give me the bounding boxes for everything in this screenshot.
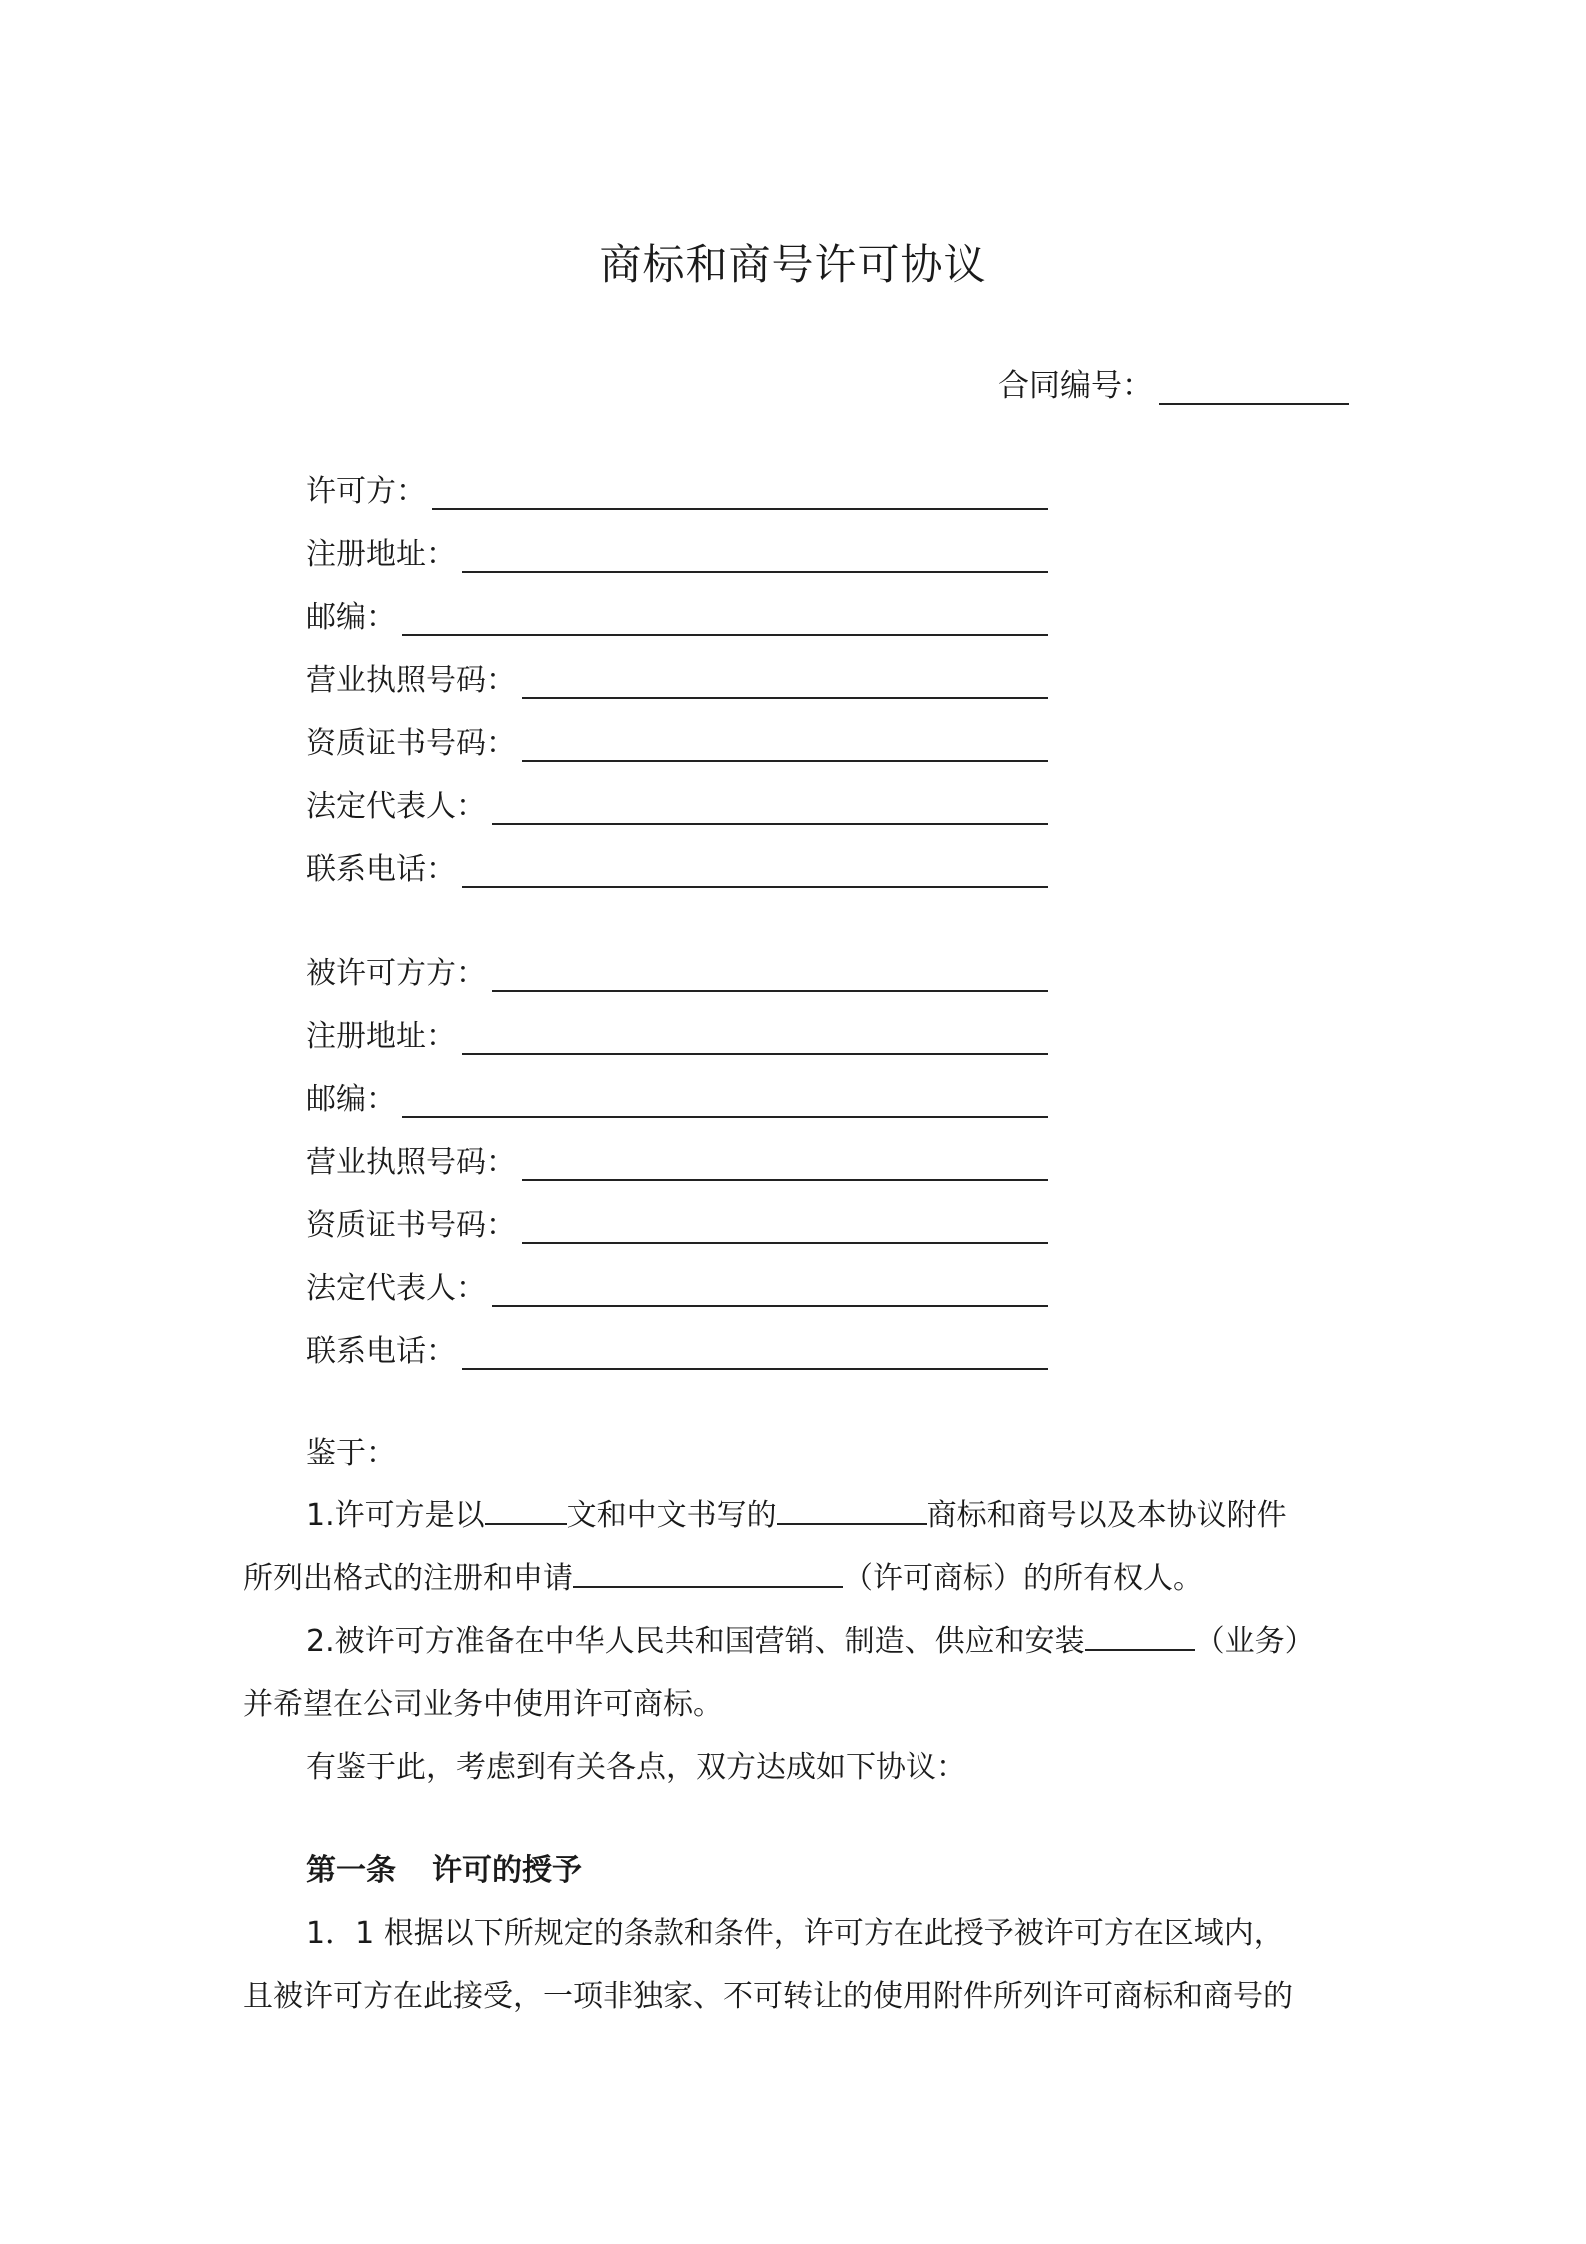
- article-1-line-2: 且被许可方在此接受，一项非独家、不可转让的使用附件所列许可商标和商号的: [243, 1979, 1293, 2014]
- licensor-postcode-field: [306, 592, 1048, 636]
- document-title: 商标和商号许可协议: [599, 240, 987, 289]
- fill-blank: [462, 850, 1048, 888]
- licensor-phone-field: [306, 844, 1048, 888]
- field-label: 注册地址：: [306, 537, 456, 572]
- recital-2-line-1: [306, 1616, 1315, 1660]
- field-label: 联系电话：: [306, 852, 456, 887]
- article-1-line-1: 1．1 根据以下所规定的条款和条件，许可方在此授予被许可方在区域内，: [306, 1916, 1284, 1951]
- field-label: 资质证书号码：: [306, 726, 516, 761]
- fill-blank: [522, 724, 1048, 762]
- licensor-business-license-field: [306, 655, 1048, 699]
- field-label: 联系电话：: [306, 1334, 456, 1369]
- field-label: 邮编：: [306, 600, 396, 635]
- recital-text: 2.被许可方准备在中华人民共和国营销、制造、供应和安装: [306, 1624, 1085, 1659]
- recital-text: （许可商标）的所有权人。: [843, 1561, 1203, 1596]
- recital-text: 所列出格式的注册和申请: [243, 1561, 573, 1596]
- fill-blank: [492, 954, 1048, 992]
- licensor-address-field: [306, 529, 1048, 573]
- fill-blank: [573, 1556, 843, 1588]
- licensor-qualification-field: [306, 718, 1048, 762]
- fill-blank: [462, 1332, 1048, 1370]
- field-label: 法定代表人：: [306, 789, 486, 824]
- recital-2-line-2: 并希望在公司业务中使用许可商标。: [243, 1687, 723, 1722]
- field-label: 注册地址：: [306, 1019, 456, 1054]
- fill-blank: [462, 1017, 1048, 1055]
- recital-text: 1.许可方是以: [306, 1498, 485, 1533]
- field-label: 许可方：: [306, 474, 426, 509]
- field-label: 法定代表人：: [306, 1271, 486, 1306]
- fill-blank: [402, 598, 1048, 636]
- licensee-phone-field: [306, 1326, 1048, 1370]
- field-label: 营业执照号码：: [306, 663, 516, 698]
- licensee-name-field: [306, 948, 1048, 992]
- fill-blank: [492, 787, 1048, 825]
- field-label: 被许可方方：: [306, 956, 486, 991]
- contract-number-blank: [1159, 369, 1349, 405]
- recital-text: 商标和商号以及本协议附件: [926, 1498, 1287, 1533]
- contract-number: [998, 360, 1349, 405]
- field-label: 邮编：: [306, 1082, 396, 1117]
- fill-blank: [485, 1493, 567, 1525]
- fill-blank: [432, 472, 1048, 510]
- fill-blank: [522, 661, 1048, 699]
- recital-text: 文和中文书写的: [566, 1498, 777, 1533]
- licensee-legal-rep-field: [306, 1263, 1048, 1307]
- licensee-business-license-field: [306, 1137, 1048, 1181]
- licensee-address-field: [306, 1011, 1048, 1055]
- field-label: 营业执照号码：: [306, 1145, 516, 1180]
- field-label: 资质证书号码：: [306, 1208, 516, 1243]
- licensee-qualification-field: [306, 1200, 1048, 1244]
- article-1-heading: [306, 1845, 582, 1889]
- fill-blank: [402, 1080, 1048, 1118]
- article-number: 第一条: [306, 1853, 396, 1888]
- recital-1-line-1: [306, 1490, 1287, 1534]
- fill-blank: [522, 1143, 1048, 1181]
- fill-blank: [522, 1206, 1048, 1244]
- recital-1-line-2: [243, 1553, 1203, 1597]
- licensor-legal-rep-field: [306, 781, 1048, 825]
- fill-blank: [492, 1269, 1048, 1307]
- article-title: 许可的授予: [432, 1853, 582, 1888]
- recitals-intro: 鉴于：: [306, 1436, 396, 1471]
- fill-blank: [1085, 1619, 1195, 1651]
- licensee-postcode-field: [306, 1074, 1048, 1118]
- contract-number-label: 合同编号：: [998, 368, 1153, 404]
- recital-text: （业务）: [1194, 1624, 1315, 1659]
- fill-blank: [462, 535, 1048, 573]
- licensor-name-field: [306, 466, 1048, 510]
- recitals-whereas: 有鉴于此，考虑到有关各点，双方达成如下协议：: [306, 1750, 966, 1785]
- fill-blank: [777, 1493, 927, 1525]
